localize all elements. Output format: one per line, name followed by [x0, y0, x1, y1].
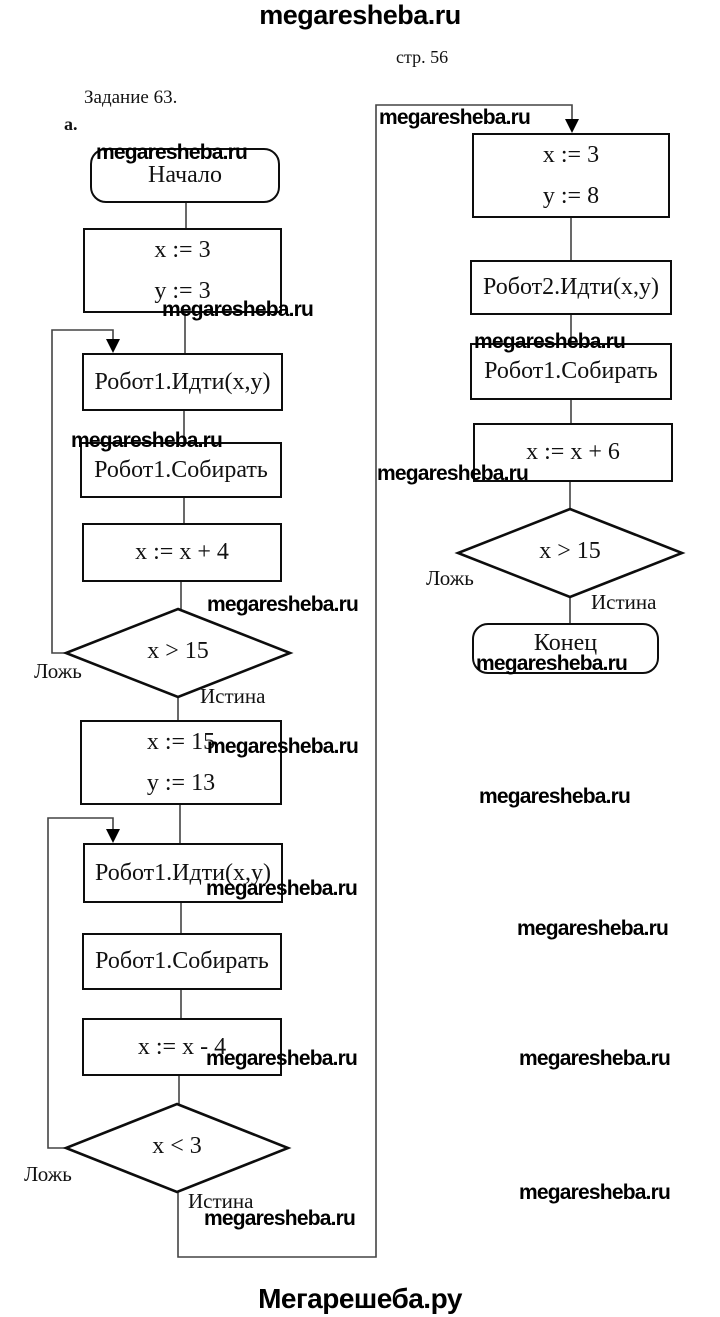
watermark: megaresheba.ru: [96, 141, 248, 164]
process-block-collect2: [82, 933, 282, 990]
decision2-false-label: Ложь: [24, 1162, 72, 1186]
page-number: стр. 56: [396, 47, 449, 67]
watermark: megaresheba.ru: [519, 1181, 671, 1204]
decision-b-condition: x > 15: [539, 537, 601, 564]
process-block-b-go: [470, 260, 672, 315]
transfer-arrowhead-icon: [565, 119, 579, 133]
watermark: megaresheba.ru: [377, 462, 529, 485]
watermark: megaresheba.ru: [204, 1207, 356, 1230]
statement: y := 13: [146, 769, 216, 796]
statement: y := 3: [154, 277, 211, 304]
statement: x := x - 4: [137, 1033, 227, 1060]
decision-b-true-label: Истина: [591, 590, 657, 614]
end-label: Конец: [533, 630, 598, 657]
statement: Робот1.Собирать: [484, 358, 658, 385]
watermark: megaresheba.ru: [162, 298, 314, 321]
watermark: megaresheba.ru: [206, 877, 358, 900]
watermark: megaresheba.ru: [519, 1047, 671, 1070]
decision-b-false-label: Ложь: [426, 566, 474, 590]
decision2-true-label: Истина: [188, 1189, 254, 1213]
watermark: megaresheba.ru: [479, 785, 631, 808]
footer-brand: Мегарешеба.ру: [258, 1283, 462, 1314]
statement: Робот1.Идти(x,y): [94, 368, 271, 395]
watermark: megaresheba.ru: [207, 593, 359, 616]
watermark: megaresheba.ru: [379, 106, 531, 129]
statement: Робот1.Собирать: [94, 456, 268, 483]
statement: Робот1.Собирать: [95, 948, 269, 975]
watermark: megaresheba.ru: [476, 652, 628, 675]
watermark: megaresheba.ru: [474, 330, 626, 353]
statement: y := 8: [542, 182, 600, 209]
process-block-go1: [82, 353, 283, 411]
watermark: megaresheba.ru: [206, 1047, 358, 1070]
process-block-inc: [82, 523, 282, 582]
decision1-true-label: Истина: [200, 684, 266, 708]
decision1-false-label: Ложь: [34, 659, 82, 683]
subtask-letter: а.: [64, 114, 78, 134]
decision2-condition: x < 3: [152, 1132, 202, 1159]
task-title: Задание 63.: [84, 87, 178, 108]
process-block-init2: [80, 720, 282, 805]
loop1-arrowhead-icon: [106, 339, 120, 353]
statement: x := x + 6: [526, 439, 620, 466]
decision1-condition: x > 15: [147, 637, 209, 664]
watermark: megaresheba.ru: [517, 917, 669, 940]
statement: x := x + 4: [135, 539, 229, 566]
process-block-b-init: [472, 133, 670, 218]
statement: Робот1.Идти(x,y): [95, 859, 271, 886]
watermark: megaresheba.ru: [207, 735, 359, 758]
statement: x := 15: [146, 729, 216, 756]
statement: x := 3: [542, 142, 600, 169]
statement: x := 3: [154, 237, 211, 264]
watermark: megaresheba.ru: [71, 429, 223, 452]
statement: Робот2.Идти(x,y): [483, 274, 659, 301]
start-label: Начало: [148, 162, 222, 189]
loop2-arrowhead-icon: [106, 829, 120, 843]
site-header: megaresheba.ru: [259, 0, 461, 30]
